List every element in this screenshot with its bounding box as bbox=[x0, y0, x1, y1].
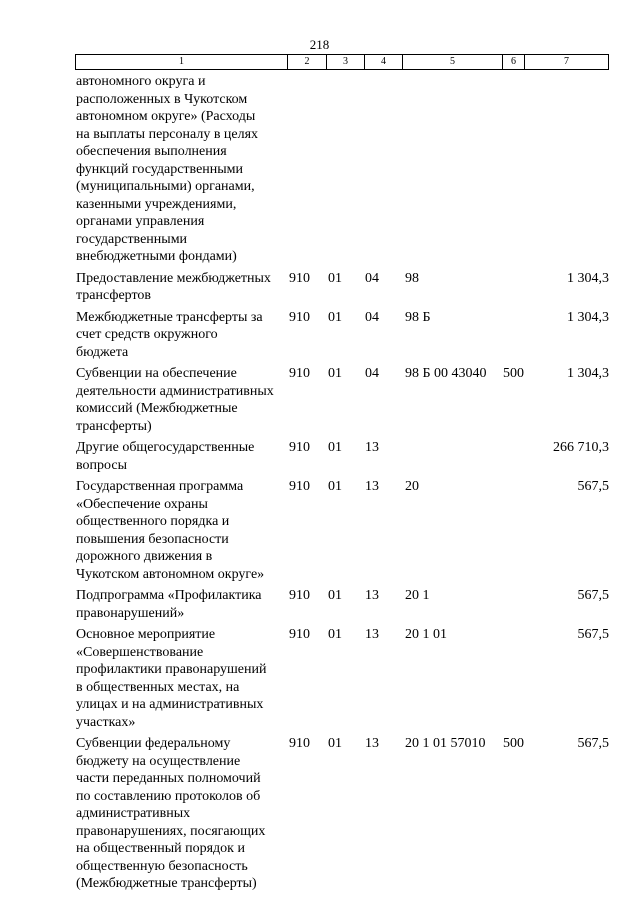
table-row bbox=[75, 365, 609, 435]
cell-c4: 04 bbox=[365, 270, 379, 286]
page-number: 218 bbox=[309, 37, 330, 52]
cell-c2: 910 bbox=[289, 366, 310, 381]
cell-c3: 01 bbox=[328, 366, 342, 381]
cell-c7: 567,5 bbox=[577, 588, 609, 603]
cell-name: Предоставление межбюджетных трансфертов bbox=[76, 270, 271, 303]
cell-c4: 13 bbox=[365, 440, 379, 455]
table-row bbox=[75, 73, 609, 266]
cell-name: автономного округа и расположенных в Чукотском автономном округе» (Расходы на выплаты персоналу в целях обеспечения выполнения функций государственными (муниципальными) органами, казенными учреждениями, органами управления государственными внебюджетными фондами) bbox=[76, 74, 259, 264]
cell-c2: 910 bbox=[289, 270, 310, 286]
table-row bbox=[75, 626, 609, 731]
cell-c3: 01 bbox=[328, 479, 342, 494]
cell-c3: 01 bbox=[328, 627, 342, 642]
cell-c5: 98 Б 00 43040 bbox=[405, 366, 487, 381]
cell-c7: 266 710,3 bbox=[553, 440, 609, 455]
cell-c5: 20 1 01 57010 bbox=[405, 736, 486, 751]
cell-c4: 04 bbox=[365, 309, 379, 325]
cell-c7: 567,5 bbox=[577, 736, 609, 751]
table-row bbox=[75, 270, 609, 305]
table-row bbox=[75, 587, 609, 622]
table-header bbox=[75, 54, 609, 70]
table-row bbox=[75, 309, 609, 362]
cell-name: Субвенции федеральному бюджету на осуществление части переданных полномочий по составлению протоколов об административных правонарушениях, посягающих на общественный порядок и общественную безопасность (Межбюджетные трансферты) bbox=[76, 736, 266, 891]
cell-c7: 567,5 bbox=[577, 627, 609, 642]
header-col-3: 3 bbox=[327, 55, 365, 69]
cell-c2: 910 bbox=[289, 309, 310, 325]
cell-c4: 13 bbox=[365, 736, 379, 751]
cell-c7: 567,5 bbox=[577, 479, 609, 494]
header-col-6: 6 bbox=[503, 55, 525, 69]
table-row bbox=[75, 735, 609, 893]
cell-c6: 500 bbox=[503, 366, 524, 381]
table-row bbox=[75, 478, 609, 583]
cell-c5: 20 1 bbox=[405, 588, 430, 603]
cell-c2: 910 bbox=[289, 588, 310, 603]
cell-c5: 98 Б bbox=[405, 309, 431, 325]
cell-c3: 01 bbox=[328, 270, 342, 286]
cell-c5: 98 bbox=[405, 270, 419, 286]
header-col-1: 1 bbox=[76, 55, 288, 69]
header-col-2: 2 bbox=[288, 55, 327, 69]
cell-c6: 500 bbox=[503, 736, 524, 751]
cell-c3: 01 bbox=[328, 309, 342, 325]
cell-c4: 13 bbox=[365, 479, 379, 494]
cell-c3: 01 bbox=[328, 588, 342, 603]
cell-c7: 1 304,3 bbox=[567, 366, 609, 381]
cell-c7: 1 304,3 bbox=[567, 270, 609, 286]
cell-name: Другие общегосударственные вопросы bbox=[76, 440, 255, 473]
cell-name: Государственная программа «Обеспечение охраны общественного порядка и повышения безопасности дорожного движения в Чукотском автономном округе» bbox=[76, 479, 265, 582]
cell-c7: 1 304,3 bbox=[567, 309, 609, 325]
cell-c2: 910 bbox=[289, 736, 310, 751]
header-col-5: 5 bbox=[403, 55, 503, 69]
cell-name: Межбюджетные трансферты за счет средств окружного бюджета bbox=[76, 309, 263, 360]
cell-c4: 13 bbox=[365, 627, 379, 642]
cell-c3: 01 bbox=[328, 440, 342, 455]
cell-c5: 20 bbox=[405, 479, 419, 494]
cell-c5: 20 1 01 bbox=[405, 627, 447, 642]
cell-name: Основное мероприятие «Совершенствование профилактики правонарушений в общественных местах, на улицах и на административных участках» bbox=[76, 627, 267, 730]
cell-c2: 910 bbox=[289, 479, 310, 494]
cell-c2: 910 bbox=[289, 627, 310, 642]
table-row bbox=[75, 439, 609, 474]
header-col-7: 7 bbox=[564, 56, 569, 67]
cell-name: Подпрограмма «Профилактика правонарушений» bbox=[76, 588, 262, 621]
header-col-4: 4 bbox=[365, 55, 403, 69]
cell-c4: 13 bbox=[365, 588, 379, 603]
cell-name: Субвенции на обеспечение деятельности административных комиссий (Межбюджетные трансферты) bbox=[76, 366, 274, 434]
cell-c3: 01 bbox=[328, 736, 342, 751]
cell-c4: 04 bbox=[365, 366, 379, 381]
cell-c2: 910 bbox=[289, 440, 310, 455]
